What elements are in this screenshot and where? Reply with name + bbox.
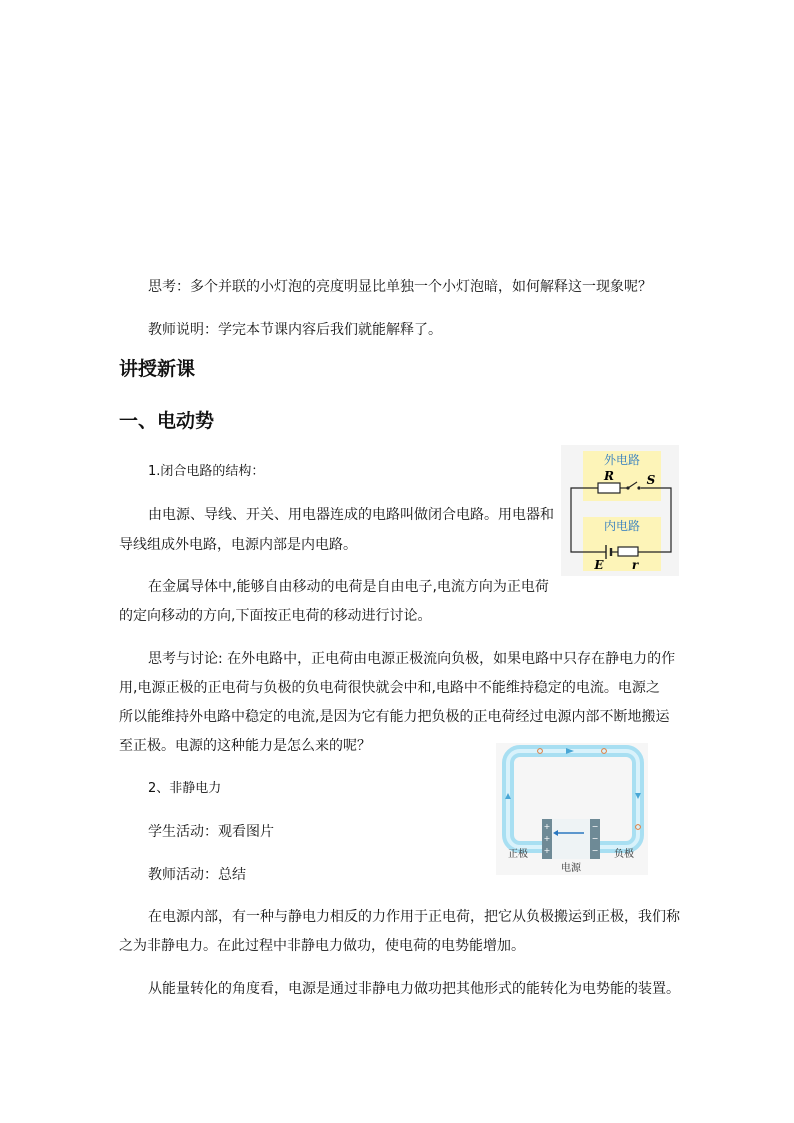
section-heading: 讲授新课 [119, 358, 196, 380]
negative-electrode-label: 负极 [614, 849, 634, 860]
item1-paragraph-line1: 由电源、导线、开关、用电器连成的电路叫做闭合电路。用电器和 [148, 507, 554, 523]
summary-line1: 在电源内部，有一种与静电力相反的力作用于正电荷，把它从负极搬运到正极，我们称 [148, 909, 680, 925]
teacher-activity: 教师活动：总结 [148, 867, 246, 883]
switch-S-label: S [646, 473, 656, 487]
plus-sign: + [543, 834, 551, 843]
internal-resistor-symbol [618, 547, 638, 556]
switch-contact [637, 486, 640, 489]
minus-sign: − [591, 834, 599, 843]
closed-circuit-figure [561, 445, 679, 576]
closed-circuit-svg [561, 445, 679, 576]
inner-circuit-label: 内电路 [603, 519, 641, 533]
discussion-line2: 用,电源正极的正电荷与负极的负电荷很快就会中和,电路中不能维持稳定的电流。电源之 [119, 680, 660, 696]
item1-paragraph-line2: 导线组成外电路，电源内部是内电路。 [119, 537, 357, 553]
discussion-line4: 至正极。电源的这种能力是怎么来的呢？ [119, 738, 371, 754]
plus-sign: + [543, 846, 551, 855]
item1-title: 1.闭合电路的结构： [148, 464, 265, 479]
emf-E-label: E [594, 558, 604, 572]
item1-paragraph2-line1: 在金属导体中,能够自由移动的电荷是自由电子,电流方向为正电荷 [148, 579, 549, 595]
discussion-line3: 所以能维持外电路中稳定的电流,是因为它有能力把负极的正电荷经过电源内部不断地搬运 [119, 709, 670, 725]
resistor-R-label: R [604, 469, 614, 483]
power-source-svg [496, 743, 648, 875]
student-activity: 学生活动：观看图片 [148, 824, 274, 840]
summary-line2: 之为非静电力。在此过程中非静电力做功，使电荷的电势能增加。 [119, 938, 525, 954]
item2-title: 2、非静电力 [148, 781, 222, 796]
power-source-label: 电源 [561, 863, 581, 874]
power-source-figure [496, 743, 648, 875]
minus-sign: − [591, 846, 599, 855]
positive-electrode-label: 正极 [508, 849, 528, 860]
discussion-line1: 思考与讨论: 在外电路中，正电荷由电源正极流向负极，如果电路中只存在静电力的作 [148, 651, 676, 667]
energy-conversion-line: 从能量转化的角度看，电源是通过非静电力做功把其他形式的能转化为电势能的装置。 [148, 981, 680, 997]
resistor-R-symbol [598, 483, 620, 493]
item1-paragraph2-line2: 的定向移动的方向,下面按正电荷的移动进行讨论。 [119, 608, 432, 624]
think-question: 思考：多个并联的小灯泡的亮度明显比单独一个小灯泡暗，如何解释这一现象呢？ [148, 279, 652, 295]
internal-r-label: r [631, 558, 639, 572]
minus-sign: − [591, 822, 599, 831]
teacher-note: 教师说明：学完本节课内容后我们就能解释了。 [148, 322, 442, 338]
outer-circuit-label: 外电路 [603, 453, 641, 467]
plus-sign: + [543, 822, 551, 831]
subsection-heading: 一、电动势 [119, 410, 215, 432]
